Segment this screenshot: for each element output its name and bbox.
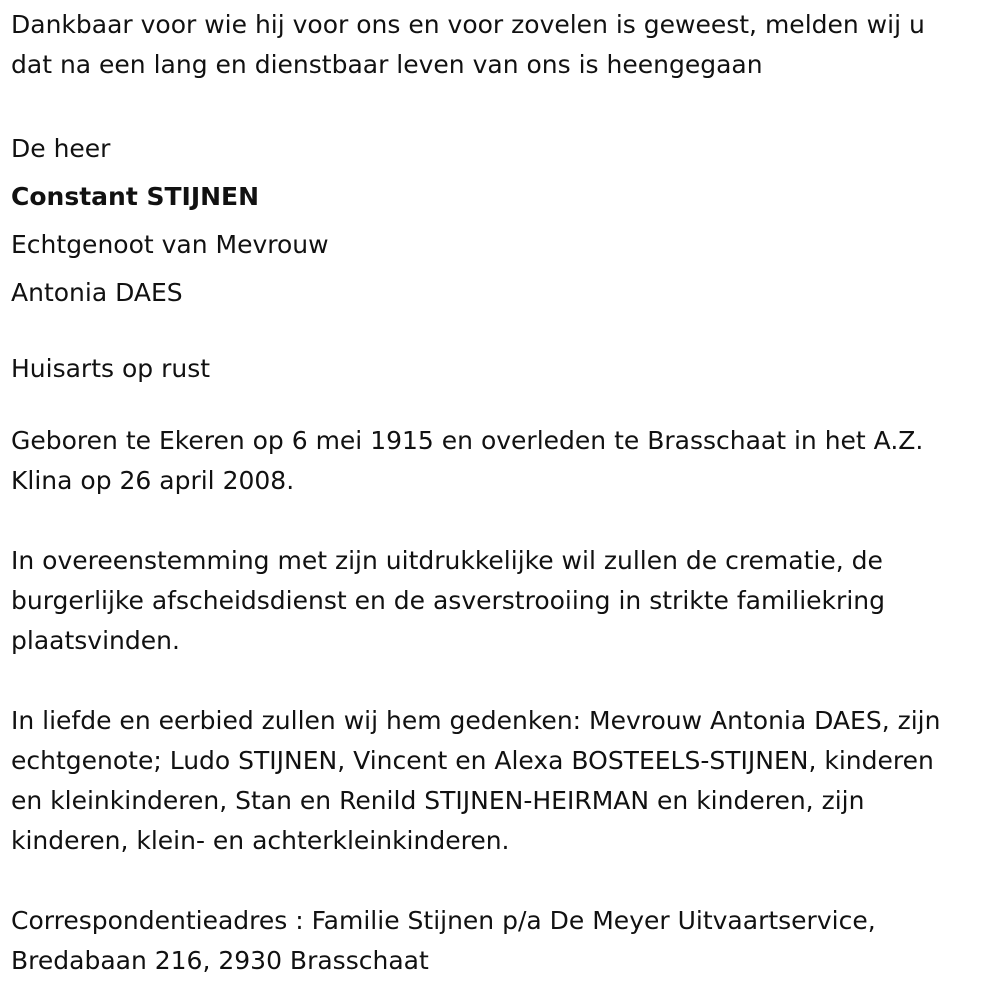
obituary-document (11, 5, 996, 981)
family-paragraph (11, 701, 996, 861)
honorific: De heer (11, 134, 111, 163)
deceased-name: Constant STIJNEN (11, 182, 260, 211)
family-line: en kleinkinderen, Stan en Renild STIJNEN-HEIRMAN en kinderen, zijn (11, 786, 865, 815)
address-line: Correspondentieadres : Familie Stijnen p/a De Meyer Uitvaartservice, (11, 906, 876, 935)
ceremony-line: burgerlijke afscheidsdienst en de asverstrooiing in strikte familiekring (11, 586, 885, 615)
spacer (11, 393, 996, 421)
spacer (11, 317, 996, 345)
ceremony-line: In overeenstemming met zijn uitdrukkelijke wil zullen de crematie, de (11, 546, 883, 575)
ceremony-line: plaatsvinden. (11, 626, 180, 655)
intro-line: dat na een lang en dienstbaar leven van ons is heengegaan (11, 50, 763, 79)
spacer (11, 501, 996, 541)
address-paragraph (11, 901, 996, 981)
intro-paragraph (11, 5, 996, 85)
spacer (11, 85, 996, 125)
birth-death-line: Klina op 26 april 2008. (11, 466, 295, 495)
ceremony-paragraph (11, 541, 996, 661)
spacer (11, 661, 996, 701)
spacer (11, 861, 996, 901)
intro-line: Dankbaar voor wie hij voor ons en voor zovelen is geweest, melden wij u (11, 10, 925, 39)
occupation: Huisarts op rust (11, 354, 211, 383)
spouse-line: Antonia DAES (11, 278, 183, 307)
address-line: Bredabaan 216, 2930 Brasschaat (11, 946, 429, 975)
birth-death-paragraph (11, 421, 996, 501)
birth-death-line: Geboren te Ekeren op 6 mei 1915 en overleden te Brasschaat in het A.Z. (11, 426, 924, 455)
family-line: echtgenote; Ludo STIJNEN, Vincent en Alexa BOSTEELS-STIJNEN, kinderen (11, 746, 934, 775)
family-line: kinderen, klein- en achterkleinkinderen. (11, 826, 510, 855)
deceased-block (11, 125, 996, 317)
spouse-line: Echtgenoot van Mevrouw (11, 230, 329, 259)
family-line: In liefde en eerbied zullen wij hem gedenken: Mevrouw Antonia DAES, zijn (11, 706, 941, 735)
